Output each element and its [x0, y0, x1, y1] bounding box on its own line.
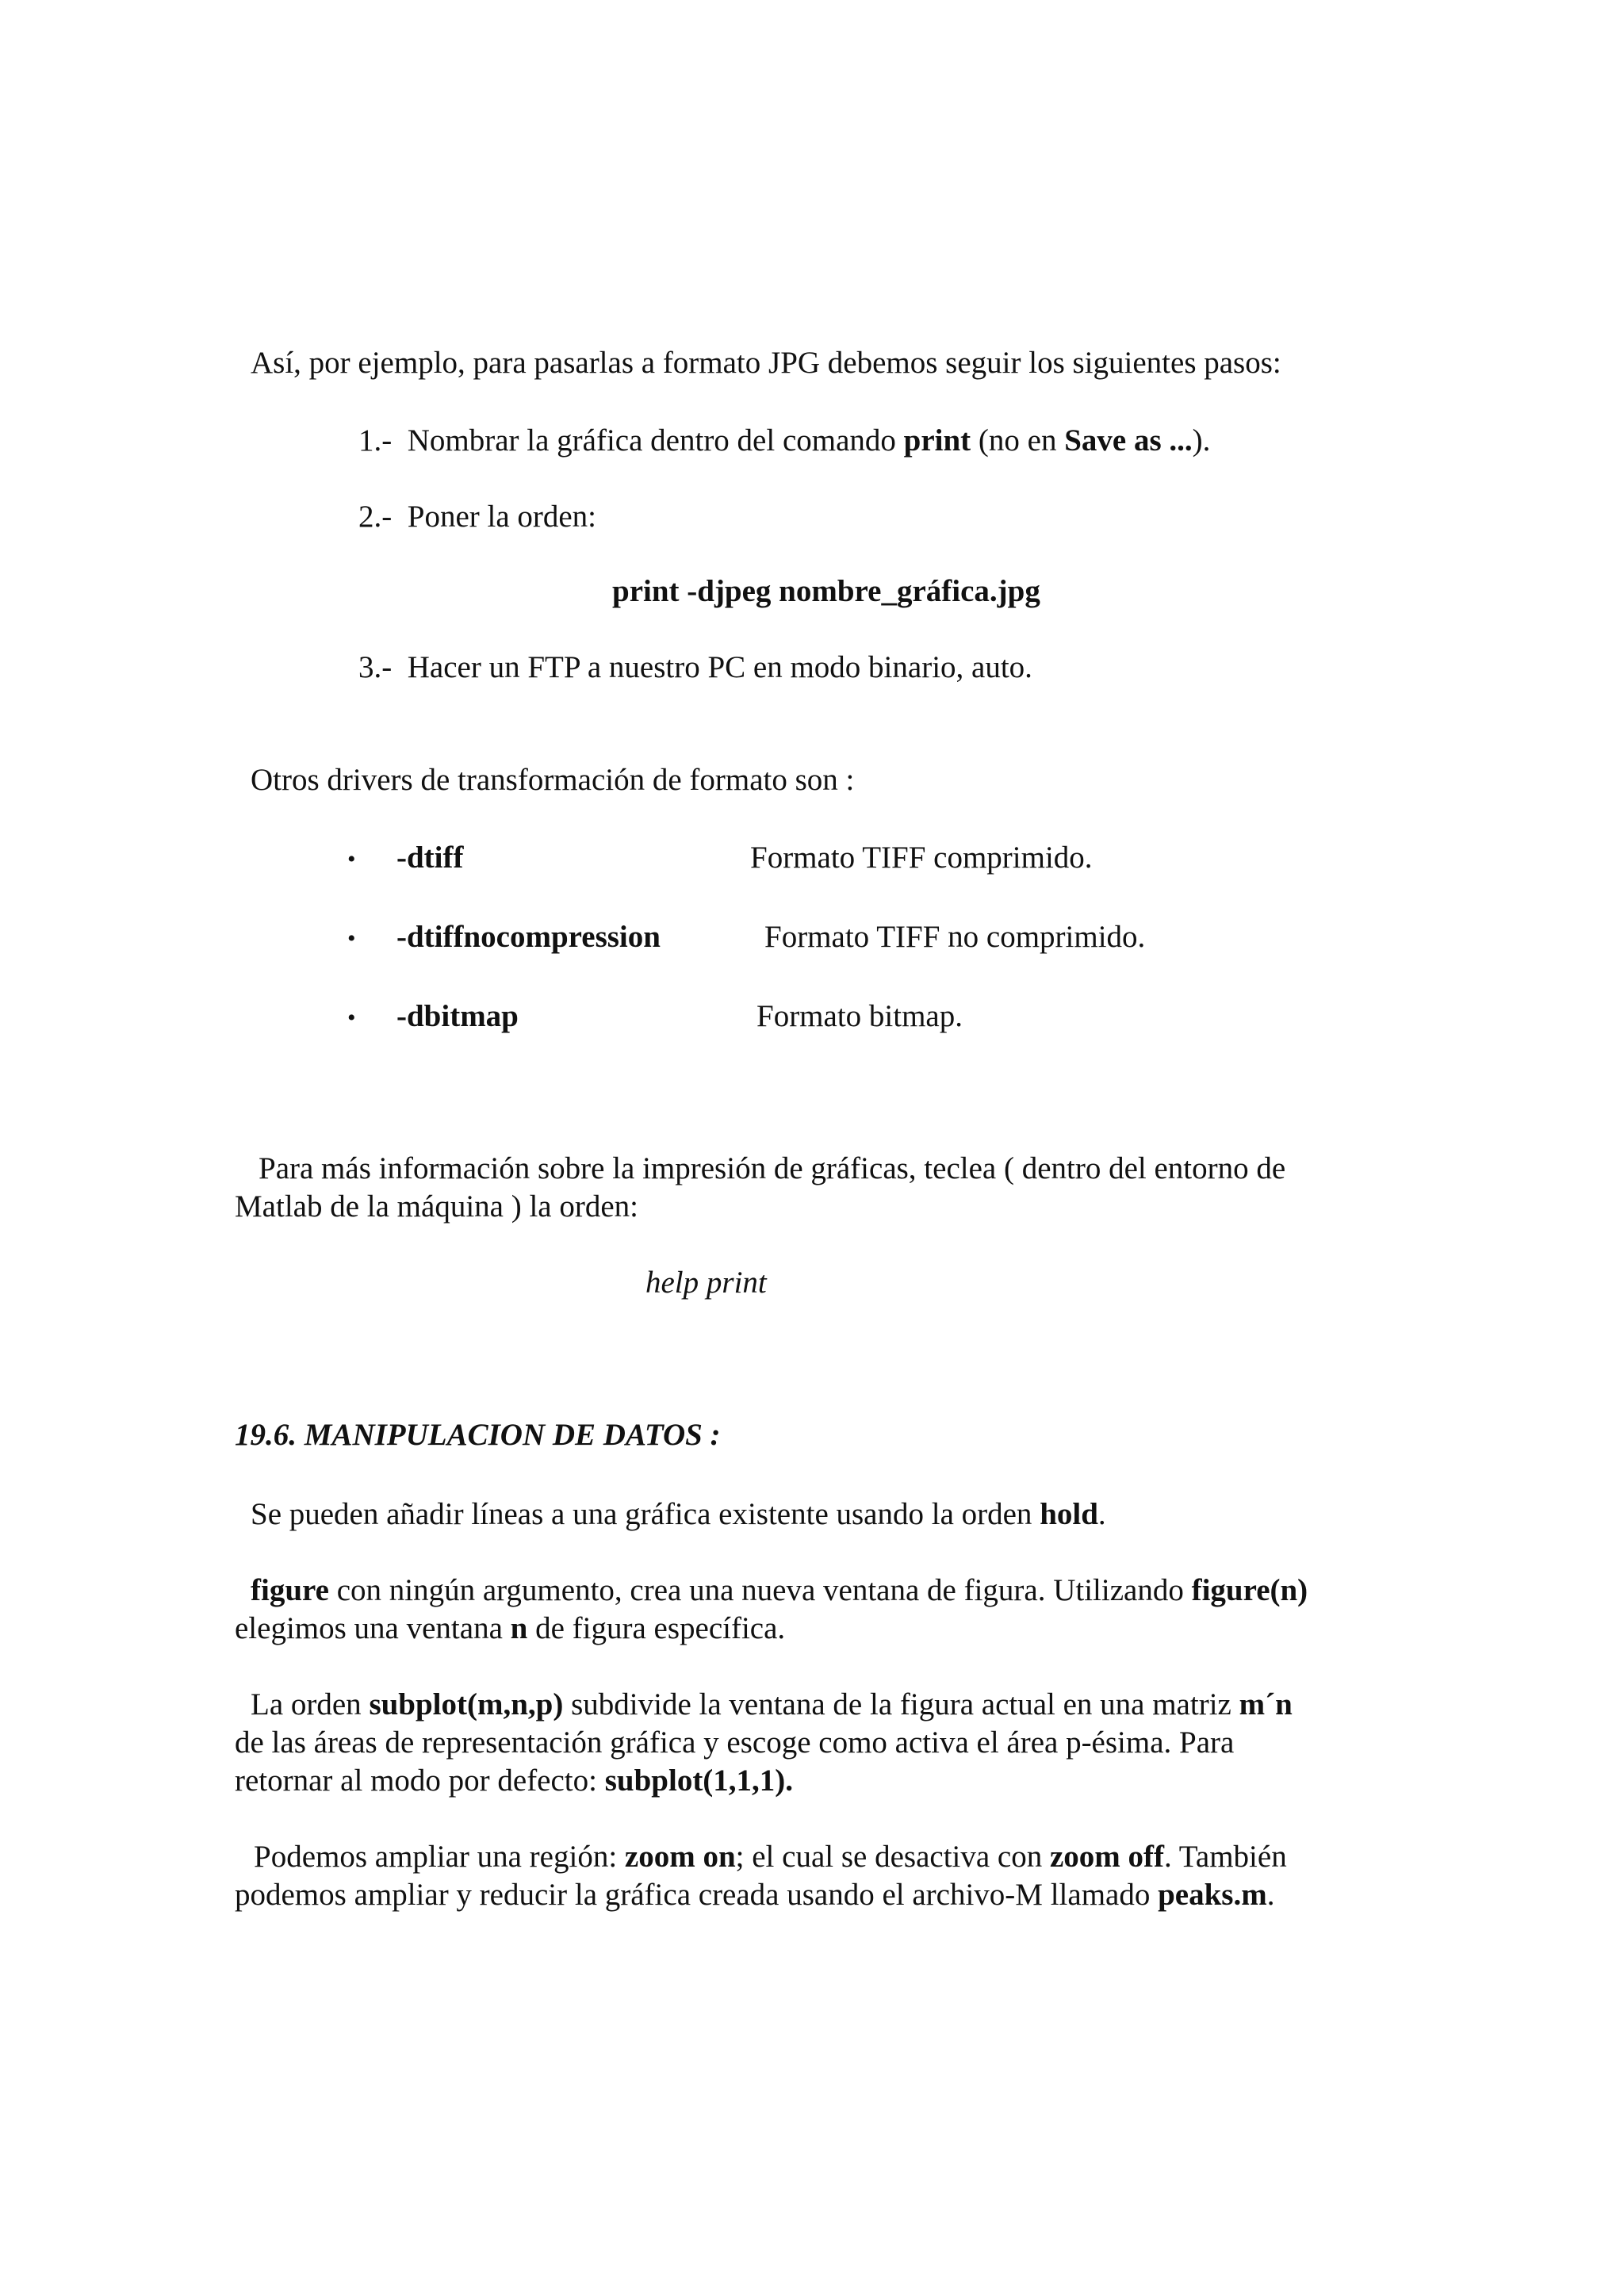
- step-number: 2.-: [358, 500, 393, 534]
- paragraph-text: ; el cual se desactiva con: [735, 1840, 1043, 1874]
- keyword: m´n: [1239, 1687, 1293, 1721]
- step-3: [358, 649, 1032, 687]
- driver-option: -dbitmap: [396, 999, 519, 1033]
- keyword: zoom on: [624, 1840, 736, 1874]
- bullet-icon: •: [347, 1005, 356, 1031]
- step-text: Nombrar la gráfica dentro del comando: [407, 423, 896, 458]
- paragraph-text: Se pueden añadir líneas a una gráfica existente usando la orden: [251, 1497, 1032, 1531]
- paragraph-text: Podemos ampliar una región:: [254, 1840, 618, 1874]
- keyword: peaks.m: [1158, 1878, 1267, 1912]
- step-2: [358, 498, 596, 536]
- paragraph-text: con ningún argumento, crea una nueva ventana de figura. Utilizando: [336, 1573, 1184, 1607]
- driver-description: Formato bitmap.: [756, 999, 963, 1033]
- paragraph-text: La orden: [251, 1687, 362, 1721]
- step-text: ).: [1192, 423, 1211, 458]
- paragraph-text: . También: [1164, 1840, 1287, 1874]
- zoom-paragraph-line1: [235, 1838, 1407, 1876]
- figure-paragraph-line2: [235, 1610, 785, 1648]
- keyword: subplot(m,n,p): [369, 1687, 564, 1721]
- zoom-paragraph-line2: [235, 1876, 1274, 1914]
- keyword: hold: [1040, 1497, 1098, 1531]
- paragraph-text: de figura específica.: [535, 1611, 786, 1645]
- paragraph-text: elegimos una ventana: [235, 1611, 503, 1645]
- hold-paragraph: [251, 1496, 1106, 1534]
- bullet-icon: •: [347, 925, 356, 952]
- step-keyword: print: [903, 423, 971, 458]
- keyword: figure: [251, 1573, 329, 1607]
- driver-option: -dtiffnocompression: [396, 920, 661, 954]
- drivers-intro: Otros drivers de transformación de formato son :: [251, 763, 855, 797]
- section-title: 19.6. MANIPULACION DE DATOS :: [235, 1418, 721, 1452]
- figure-paragraph-line1: [235, 1572, 1407, 1610]
- step-text: Hacer un FTP a nuestro PC en modo binario, auto.: [407, 650, 1032, 684]
- keyword: figure(n): [1191, 1573, 1308, 1607]
- step-number: 1.-: [358, 423, 393, 458]
- subplot-paragraph-line1: [235, 1686, 1407, 1724]
- help-command: help print: [645, 1266, 767, 1300]
- driver-description: Formato TIFF comprimido.: [750, 841, 1093, 875]
- keyword: zoom off: [1049, 1840, 1165, 1874]
- keyword: subplot(1,1,1).: [604, 1764, 794, 1798]
- paragraph-text: podemos ampliar y reducir la gráfica creada usando el archivo-M llamado: [235, 1878, 1151, 1912]
- paragraph-text: subdivide la ventana de la figura actual en una matriz: [571, 1687, 1231, 1721]
- step-number: 3.-: [358, 650, 393, 684]
- step-text: (no en: [978, 423, 1057, 458]
- bullet-icon: •: [347, 846, 356, 872]
- paragraph-text: .: [1266, 1878, 1275, 1912]
- keyword: n: [510, 1611, 528, 1645]
- driver-description: Formato TIFF no comprimido.: [764, 920, 1146, 954]
- more-info-line1: Para más información sobre la impresión de gráficas, teclea ( dentro del entorno de: [259, 1151, 1286, 1185]
- command-text: print -djpeg nombre_gráfica.jpg: [612, 574, 1040, 608]
- step-1: [358, 422, 1210, 460]
- step-keyword: Save as ...: [1064, 423, 1193, 458]
- subplot-paragraph-line2: de las áreas de representación gráfica y escoge como activa el área p-ésima. Para: [235, 1725, 1235, 1760]
- more-info-line2: Matlab de la máquina ) la orden:: [235, 1189, 638, 1224]
- driver-option: -dtiff: [396, 841, 464, 875]
- paragraph-text: retornar al modo por defecto:: [235, 1764, 597, 1798]
- step-text: Poner la orden:: [407, 500, 597, 534]
- subplot-paragraph-line3: [235, 1762, 793, 1800]
- paragraph-text: .: [1097, 1497, 1106, 1531]
- intro-text: Así, por ejemplo, para pasarlas a formato JPG debemos seguir los siguientes pasos:: [251, 346, 1281, 380]
